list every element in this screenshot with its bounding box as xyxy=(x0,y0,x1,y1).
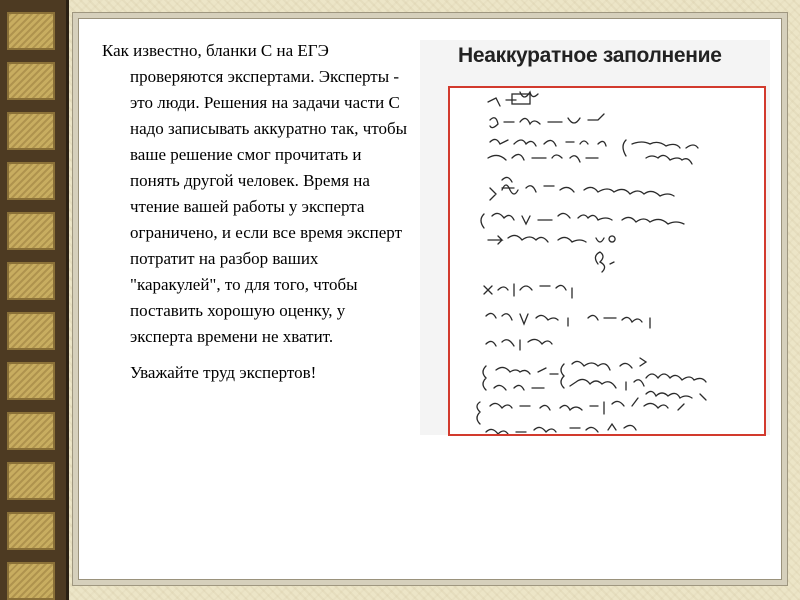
strip-tile xyxy=(7,512,55,550)
handwritten-scribbles xyxy=(450,88,764,434)
strip-tile xyxy=(7,362,55,400)
handwriting-example-image xyxy=(420,40,770,435)
main-paragraph: Как известно, бланки С на ЕГЭ проверяются экспертами. Эксперты - это люди. Решения на задачи части С надо записывать аккуратно так, чтобы ваше решение смог прочитать и понять другой человек. Время на чтение вашей работы у эксперта ограничено, и если все время эксперт потратит на разбор ваших "каракулей", то для того, чтобы поставить хорошую оценку, у эксперта времени не хватит. xyxy=(102,41,408,346)
slide-text xyxy=(102,38,412,386)
strip-tile xyxy=(7,162,55,200)
strip-tile xyxy=(7,112,55,150)
strip-tile xyxy=(7,212,55,250)
strip-tile xyxy=(7,62,55,100)
decorative-side-strip xyxy=(0,0,69,600)
strip-tile xyxy=(7,12,55,50)
strip-tile xyxy=(7,312,55,350)
closing-line: Уважайте труд экспертов! xyxy=(130,363,317,382)
handwritten-solution-box xyxy=(448,86,766,436)
strip-tile xyxy=(7,562,55,600)
strip-tile xyxy=(7,462,55,500)
strip-tile xyxy=(7,262,55,300)
image-title: Неаккуратное заполнение xyxy=(458,44,722,67)
strip-tile xyxy=(7,412,55,450)
